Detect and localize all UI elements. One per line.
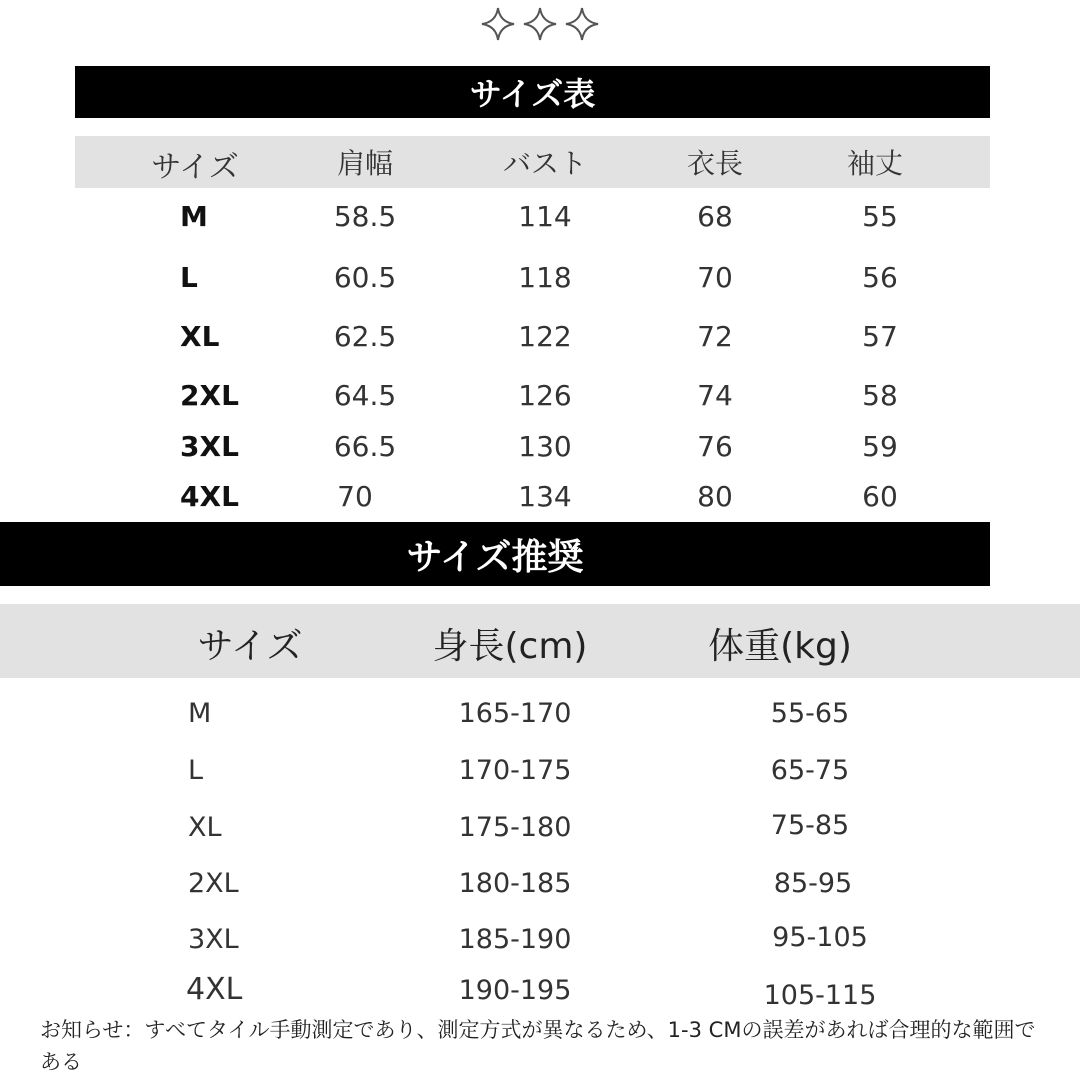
size-label: 4XL <box>180 480 239 513</box>
weight-range: 75-85 <box>770 810 850 841</box>
size-chart-header-shoulder: 肩幅 <box>336 147 393 180</box>
bust-value: 118 <box>518 261 572 294</box>
sleeve-value: 59 <box>862 430 898 463</box>
length-value: 70 <box>697 261 733 294</box>
size-recommendation-title: サイズ推奨 <box>0 522 990 586</box>
length-value: 74 <box>697 379 733 412</box>
size-label: 3XL <box>180 430 239 463</box>
shoulder-value: 70 <box>337 480 373 513</box>
sleeve-value: 55 <box>862 200 898 233</box>
size-label: 2XL <box>188 868 239 899</box>
shoulder-value: 60.5 <box>333 261 397 294</box>
size-label: 4XL <box>186 972 243 1007</box>
size-label: L <box>180 261 198 294</box>
bust-value: 114 <box>518 200 572 233</box>
recommendation-header-size: サイズ <box>197 626 303 667</box>
bust-value: 126 <box>518 379 572 412</box>
shoulder-value: 64.5 <box>333 379 397 412</box>
size-chart-header-length: 衣長 <box>686 147 743 180</box>
height-range: 190-195 <box>458 975 572 1006</box>
sleeve-value: 60 <box>862 480 898 513</box>
size-label: 3XL <box>188 924 239 955</box>
length-value: 72 <box>697 320 733 353</box>
length-value: 68 <box>697 200 733 233</box>
bust-value: 134 <box>518 480 572 513</box>
size-label: XL <box>180 320 220 353</box>
height-range: 175-180 <box>458 812 572 843</box>
sleeve-value: 57 <box>862 320 898 353</box>
bust-value: 122 <box>518 320 572 353</box>
weight-range: 65-75 <box>770 755 850 786</box>
size-chart-header-size: サイズ <box>151 150 239 185</box>
height-range: 170-175 <box>458 755 572 786</box>
sparkle-icon <box>520 4 560 44</box>
shoulder-value: 62.5 <box>333 320 397 353</box>
size-label: 2XL <box>180 379 239 412</box>
recommendation-header-weight: 体重(kg) <box>708 626 852 667</box>
height-range: 185-190 <box>458 924 572 955</box>
sparkle-icon <box>562 4 602 44</box>
sleeve-value: 58 <box>862 379 898 412</box>
size-label: M <box>188 698 212 729</box>
measurement-note: お知らせ：すべてタイル手動測定であり、測定方式が異なるため、1-3 CMの誤差があれば合理的な範囲である <box>40 1018 1036 1074</box>
bust-value: 130 <box>518 430 572 463</box>
weight-range: 105-115 <box>763 980 877 1011</box>
size-chart-header-sleeve: 袖丈 <box>846 147 903 180</box>
shoulder-value: 58.5 <box>333 200 397 233</box>
weight-range: 95-105 <box>772 922 868 953</box>
height-range: 180-185 <box>458 868 572 899</box>
sparkle-icon <box>478 4 518 44</box>
length-value: 76 <box>697 430 733 463</box>
weight-range: 55-65 <box>770 698 850 729</box>
size-chart-title: サイズ表 <box>75 66 990 118</box>
size-label: L <box>188 755 204 786</box>
decoration-stars <box>0 4 1080 48</box>
size-label: XL <box>188 812 222 843</box>
height-range: 165-170 <box>458 698 572 729</box>
sleeve-value: 56 <box>862 261 898 294</box>
size-chart-header-bust: バスト <box>502 147 587 180</box>
length-value: 80 <box>697 480 733 513</box>
recommendation-header-height: 身長(cm) <box>432 626 588 667</box>
size-label: M <box>180 200 208 233</box>
shoulder-value: 66.5 <box>333 430 397 463</box>
weight-range: 85-95 <box>773 868 853 899</box>
